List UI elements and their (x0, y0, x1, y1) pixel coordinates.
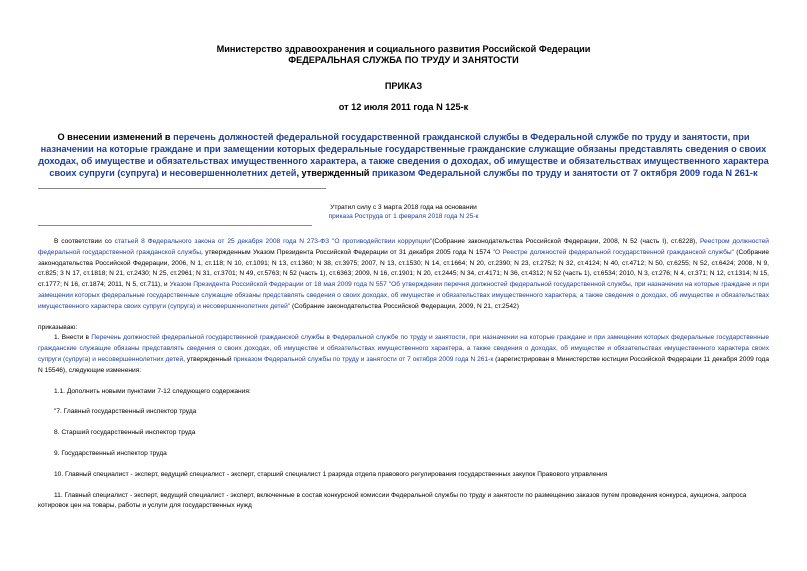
paragraph-basis (38, 237, 769, 313)
title-text-2: , утвержденный (296, 168, 373, 178)
document-title (38, 113, 769, 179)
title-link-order[interactable]: приказом Федеральной службы по труду и занятости от 7 октября 2009 года N 261-к (372, 168, 758, 178)
list-item: "7. Главный государственный инспектор труда (54, 408, 197, 416)
order-word: приказываю: (38, 323, 78, 331)
list-item: 11. Главный специалист - эксперт, ведущий специалист - эксперт, включенные в состав конкурсной комиссии Федеральной службы по труду и занятости по размещению заказов путем проведения конкурса, аукциона, запроса котировок цен на товары, работы и услуги для государственных нужд (38, 491, 747, 510)
para2-text-1: 1. Внести в (54, 334, 92, 342)
para1-link-law[interactable]: статьей 8 Федерального закона от 25 декабря 2008 года N 273-ФЗ "О противодействии коррупции" (114, 238, 433, 245)
validity-note-link[interactable]: приказа Роструда от 1 февраля 2018 года N 25-к (328, 213, 479, 220)
ministry-name: Министерство здравоохранения и социального развития Российской Федерации (216, 44, 591, 54)
paragraph-changes (38, 333, 769, 376)
para1-text-1: В соответствии со (54, 238, 115, 245)
para1-text-4: (Собрание законодательства Российской Федерации, 2006, N 1, ст.118; N 10, ст.1091; N 13, ст.1360; N 38, ст.3975; 2007, N 13, ст.1530; N 14, ст.1664; N 20, ст.2390; N 23, ст.2752; N 32, ст.4124; N 40, ст.4712; N 50, ст.6255; N 52, ст.6424; 2008, N 9, ст.825; 3 N 17, ст.1818; N 21, ст.2430; N 25, ст.2961; N 31, ст.3701; N 49, ст.5763; N 52 (часть 1), ст.6363; 2009, N 16, ст.1901; N 20, ст.2445; N 34, ст.4171; N 36, ст.4312; N 52 (часть 1), ст.6534; 2010, N 3, ст.276; N 4, ст.371; N 12, ст.1314; N 15, ст.1777; N 16, ст.1874; 2011, N 5, ст.711), и (38, 248, 770, 289)
list-item: 9. Государственный инспектор труда (54, 449, 167, 457)
agency-name: ФЕДЕРАЛЬНАЯ СЛУЖБА ПО ТРУДУ И ЗАНЯТОСТИ (288, 55, 519, 65)
document-date: от 12 июля 2011 года N 125-к (338, 102, 469, 112)
para1-link-registry-decree[interactable]: "О Реестре должностей федеральной государственной гражданской службы" (492, 248, 734, 256)
document-type: ПРИКАЗ (384, 81, 423, 91)
list-item: 1.1. Дополнить новыми пунктами 7-12 следующего содержания: (54, 387, 251, 395)
para2-link-list[interactable]: Перечень должностей федеральной государственной гражданской службы в Федеральной службе по труду и занятости, при назначении на которые граждане и при замещении которых федеральные государственные гражданские служащие обязаны представлять сведения о своих доходах, об имуществе и обязательствах имущественного характера, а также сведения о доходах, об имуществе и обязательствах имущественного характера своих супруги (супруга) и несовершеннолетних детей (38, 334, 769, 363)
para1-text-3: , утвержденным Указом Президента Российской Федерации от 31 декабря 2005 года N 1574 (200, 248, 493, 256)
para1-text-2: (Собрание законодательства Российской Федерации, 2008, N 52 (часть I), ст.6228), (432, 238, 700, 245)
validity-note (38, 189, 769, 221)
document-body (38, 237, 769, 512)
list-item: 8. Старший государственный инспектор труда (54, 429, 196, 437)
list-item: 10. Главный специалист - эксперт, ведущий специалист - эксперт, старший специалист 1 разряда отдела правового регулирования государственных закупок Правового управления (54, 470, 608, 478)
para2-text-3: (зарегистрирован в Министерстве юстиции Российской Федерации 11 декабря 2009 года N 15546), следующие изменения: (38, 355, 769, 374)
title-link-list[interactable]: перечень должностей федеральной государственной гражданской службы в Федеральной службе по труду и занятости, при назначении на которые граждане и при замещении которых федеральные государственные гражданские служащие обязаны представлять сведения о своих доходах, об имуществе и обязательствах имущественного характера, а также сведения о доходах, об имуществе и обязательствах имущественного характера своих супруги (супруга) и несовершеннолетних детей (38, 132, 769, 178)
para2-text-2: , утвержденный (183, 355, 234, 363)
divider-bottom (38, 225, 312, 226)
para1-link-registry[interactable]: Реестром должностей федеральной государственной гражданской службы (38, 238, 769, 256)
para1-link-decree-557[interactable]: Указом Президента Российской Федерации от 18 мая 2009 года N 557 "Об утверждении перечня должностей федеральной государственной службы, при назначении на которые граждане и при замещении которых федеральные государственные служащие обязаны представлять сведения о своих доходах, об имуществе и обязательствах имущественного характера, а также сведения о доходах, об имуществе и обязательствах имущественного характера своих супруги (супруга) и несовершеннолетних детей" (38, 281, 769, 310)
para1-text-5: (Собрание законодательства Российской Федерации, 2009, N 21, ст.2542) (290, 302, 519, 310)
para2-link-order[interactable]: приказом Федеральной службы по труду и занятости от 7 октября 2009 года N 261-к (233, 355, 494, 363)
title-text-1: О внесении изменений в (57, 132, 174, 142)
validity-note-text: Утратил силу с 3 марта 2018 года на основании (330, 204, 477, 211)
